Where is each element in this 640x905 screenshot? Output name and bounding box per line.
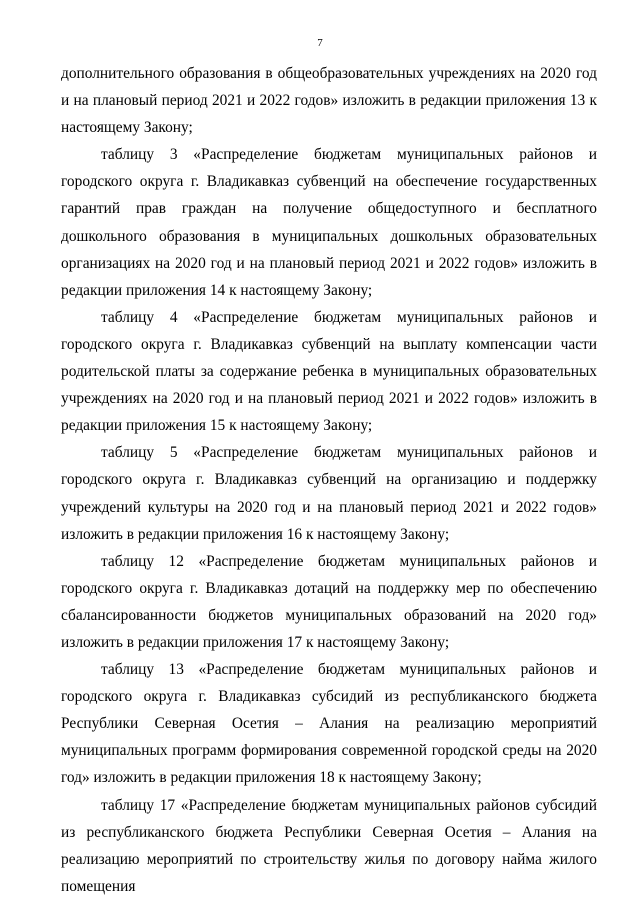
paragraph: таблицу 13 «Распределение бюджетам муниципальных районов и городского округа г. Владикавказ субсидий из республиканского бюджета Республики Северная Осетия – Алания на реализацию мероприятий муниципальных программ формирования современной городской среды на 2020 год» изложить в редакции приложения 18 к настоящему Закону; [61, 661, 597, 787]
paragraph: таблицу 5 «Распределение бюджетам муниципальных районов и городского округа г. Владикавказ субвенций на организацию и поддержку учреждений культуры на 2020 год и на плановый период 2021 и 2022 годов» изложить в редакции приложения 16 к настоящему Закону; [61, 444, 597, 543]
paragraph: таблицу 12 «Распределение бюджетам муниципальных районов и городского округа г. Владикавказ дотаций на поддержку мер по обеспечению сбалансированности бюджетов муниципальных образований на 2020 год» изложить в редакции приложения 17 к настоящему Закону; [61, 552, 597, 651]
paragraph: таблицу 17 «Распределение бюджетам муниципальных районов субсидий из республиканского бюджета Республики Северная Осетия – Алания на реализацию мероприятий по строительству жилья по договору найма жилого помещения [61, 796, 597, 895]
paragraph: таблицу 3 «Распределение бюджетам муниципальных районов и городского округа г. Владикавказ субвенций на обеспечение государственных гарантий прав граждан на получение общедоступного и бесплатного дошкольного образования в муниципальных дошкольных образовательных организациях на 2020 год и на плановый период 2021 и 2022 годов» изложить в редакции приложения 14 к настоящему Закону; [61, 146, 597, 299]
paragraph: таблицу 4 «Распределение бюджетам муниципальных районов и городского округа г. Владикавказ субвенций на выплату компенсации части родительской платы за содержание ребенка в муниципальных образовательных учреждениях на 2020 год и на плановый период 2021 и 2022 годов» изложить в редакции приложения 15 к настоящему Закону; [61, 308, 597, 435]
paragraph: дополнительного образования в общеобразовательных учреждениях на 2020 год и на плановый период 2021 и 2022 годов» изложить в редакции приложения 13 к настоящему Закону; [61, 65, 597, 137]
page-number: 7 [317, 37, 323, 49]
document-body [61, 60, 597, 900]
